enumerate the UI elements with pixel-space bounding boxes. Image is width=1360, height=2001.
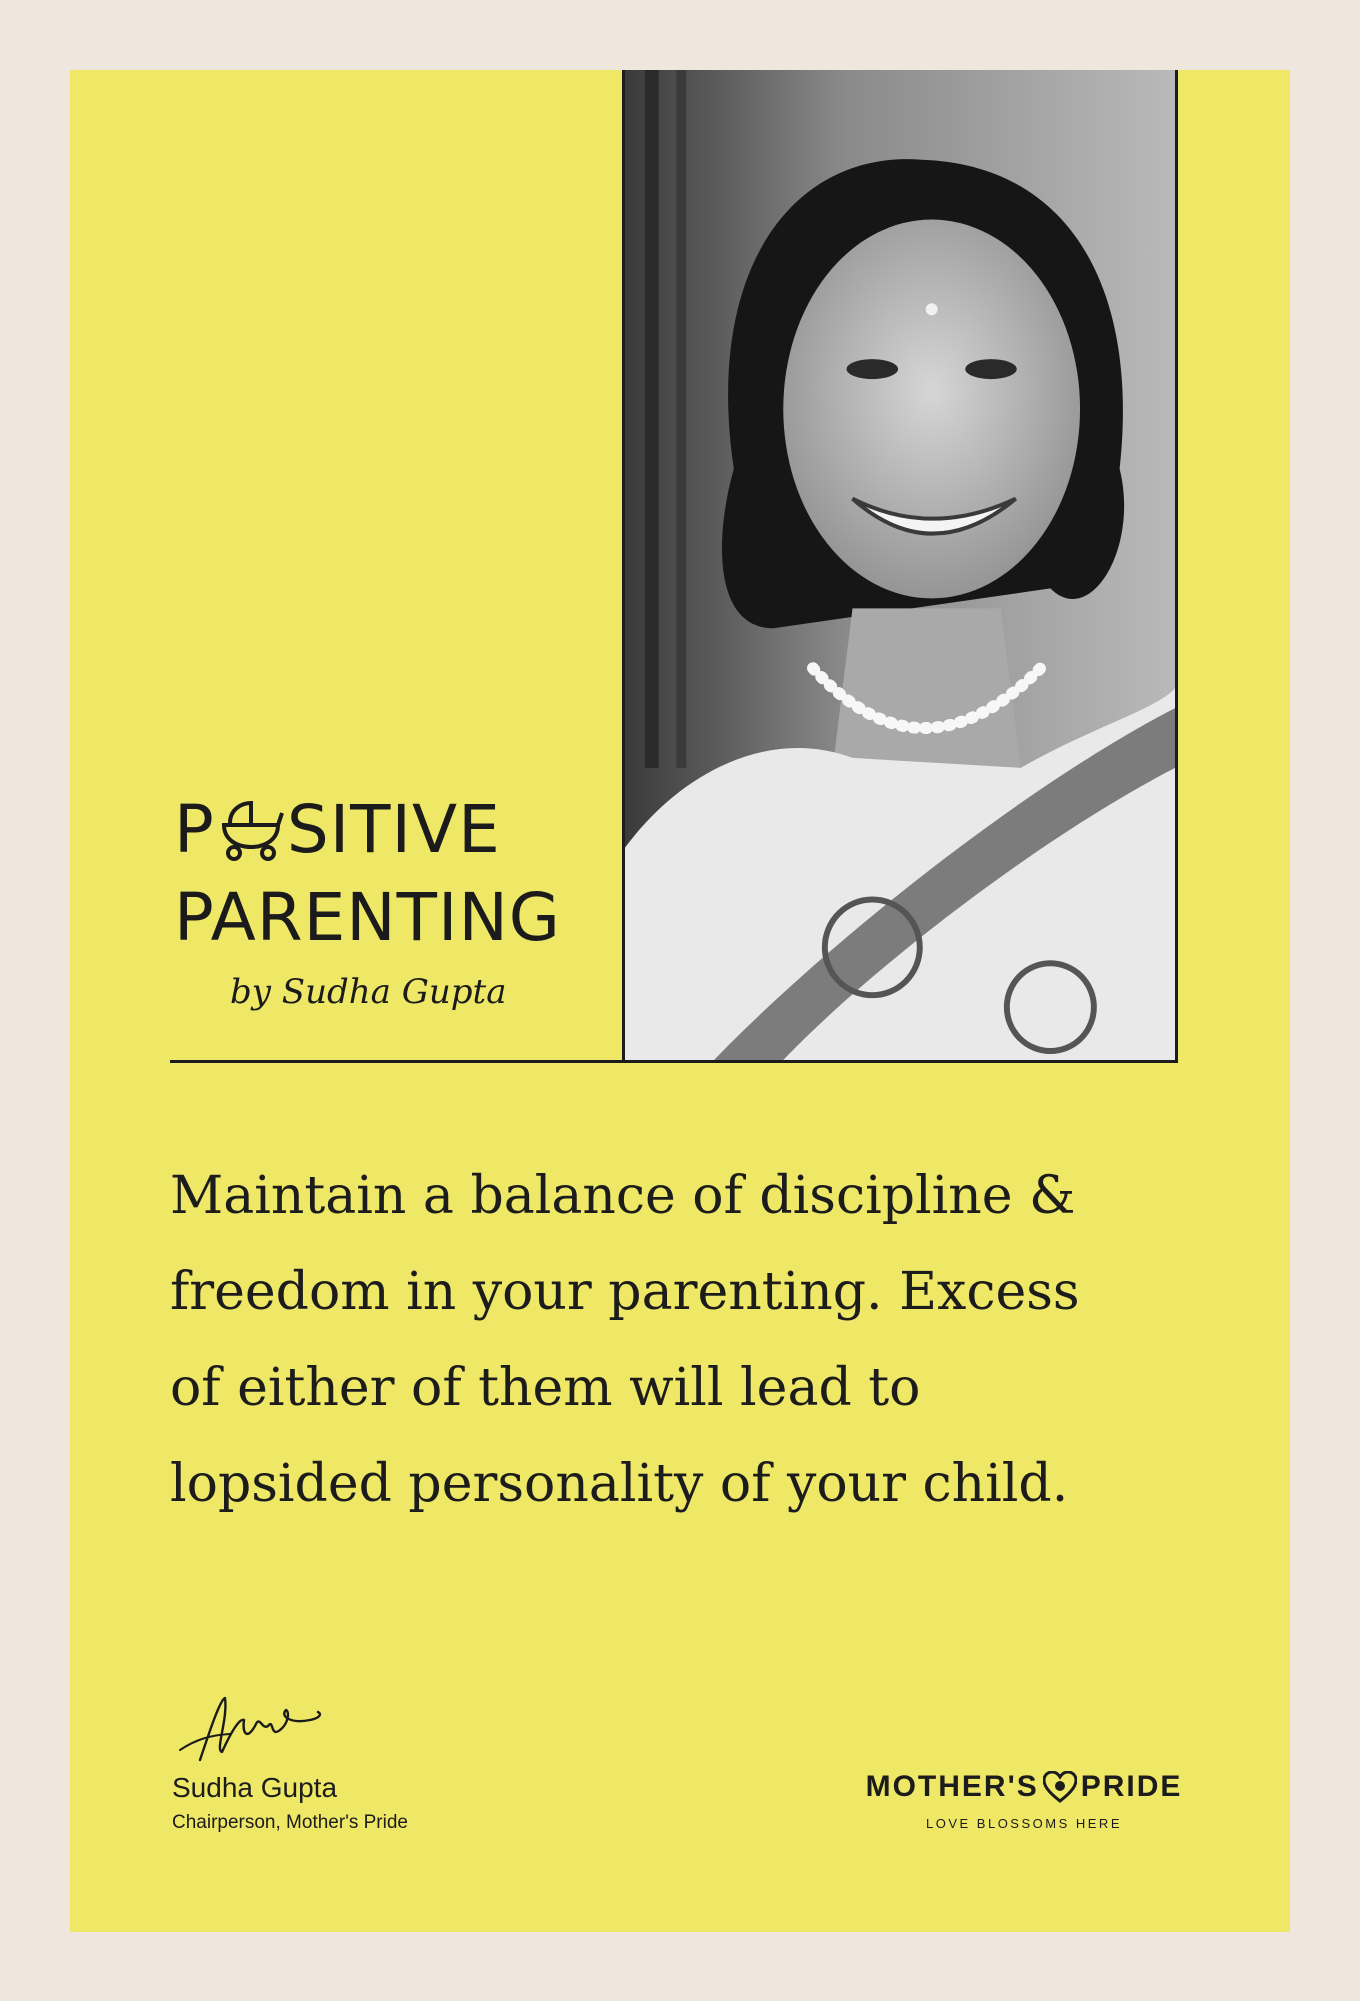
pram-icon <box>216 799 286 861</box>
portrait-photo <box>622 70 1178 1063</box>
divider-rule <box>170 1060 1178 1063</box>
brand-logo <box>834 1770 1214 1831</box>
brand-name <box>834 1770 1214 1804</box>
quote-line: lopsided personality of your child. <box>170 1454 1069 1514</box>
byline: by Sudha Gupta <box>230 972 507 1012</box>
quote-line: Maintain a balance of discipline & <box>170 1166 1076 1226</box>
series-title <box>174 790 614 1012</box>
signatory-name: Sudha Gupta <box>172 1772 338 1803</box>
title-letter-p: P <box>174 791 215 868</box>
title-line-parenting: PARENTING <box>174 879 561 956</box>
brand-tagline: LOVE BLOSSOMS HERE <box>926 1816 1122 1831</box>
signature-image <box>170 1690 330 1770</box>
brand-name-start: MOTHER'S <box>865 1770 1039 1803</box>
brand-name-end: PRIDE <box>1080 1770 1183 1803</box>
quote-line: of either of them will lead to <box>170 1358 921 1418</box>
quote-text <box>170 1148 1230 1532</box>
heart-icon <box>1043 1771 1077 1803</box>
poster-card <box>70 70 1290 1932</box>
title-line-positive <box>174 790 614 870</box>
signatory-title: Chairperson, Mother's Pride <box>172 1812 408 1833</box>
quote-line: freedom in your parenting. Excess <box>170 1262 1080 1322</box>
title-word-sitive: SITIVE <box>286 791 501 868</box>
